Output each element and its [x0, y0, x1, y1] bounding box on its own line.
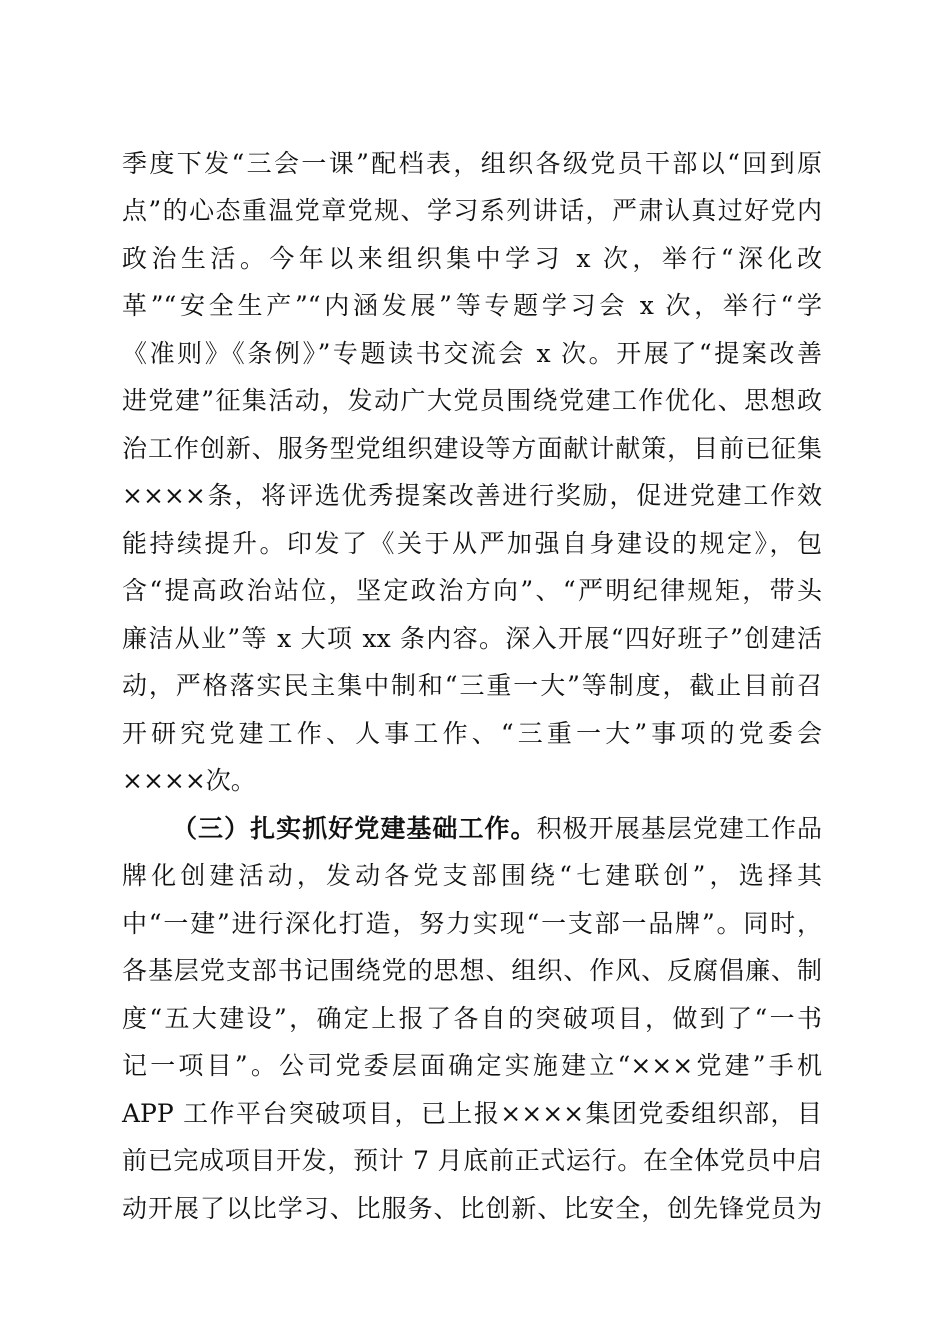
paragraph-line: 《准则》《条例》”专题读书交流会 x 次。开展了“提案改善 [122, 339, 822, 368]
paragraph-line: 政治生活。今年以来组织集中学习 x 次，举行“深化改 [122, 244, 822, 273]
paragraph-line: 中“一建”进行深化打造，努力实现“一支部一品牌”。同时， [122, 909, 822, 938]
paragraph-line: 牌化创建活动，发动各党支部围绕“七建联创”，选择其 [122, 861, 822, 890]
paragraph-line: ××××次。 [122, 766, 256, 795]
paragraph-line: APP 工作平台突破项目，已上报××××集团党委组织部，目 [122, 1099, 822, 1128]
paragraph-line: 廉洁从业”等 x 大项 xx 条内容。深入开展“四好班子”创建活 [122, 624, 822, 653]
paragraph-line: 含“提高政治站位，坚定政治方向”、“严明纪律规矩，带头 [122, 576, 822, 605]
paragraph-line: 进党建”征集活动，发动广大党员围绕党建工作优化、思想政 [122, 386, 822, 415]
paragraph-line: 治工作创新、服务型党组织建设等方面献计献策，目前已征集 [122, 434, 822, 463]
paragraph-line: 记一项目”。公司党委层面确定实施建立“×××党建”手机 [122, 1051, 822, 1080]
paragraph-line: 能持续提升。印发了《关于从严加强自身建设的规定》，包 [122, 529, 822, 558]
paragraph-line: 动开展了以比学习、比服务、比创新、比安全，创先锋党员为 [122, 1194, 822, 1223]
section-heading: （三）扎实抓好党建基础工作。 [172, 814, 537, 843]
section-first-line-text: 积极开展基层党建工作品 [536, 814, 822, 843]
paragraph-line: 各基层党支部书记围绕党的思想、组织、作风、反腐倡廉、制 [122, 956, 822, 985]
paragraph-line: 点”的心态重温党章党规、学习系列讲话，严肃认真过好党内 [122, 196, 822, 225]
paragraph-line: 季度下发“三会一课”配档表，组织各级党员干部以“回到原 [122, 149, 822, 178]
paragraph-line: 开研究党建工作、人事工作、“三重一大”事项的党委会 [122, 719, 822, 748]
section-first-line [172, 809, 822, 849]
paragraph-line: 革”“安全生产”“内涵发展”等专题学习会 x 次，举行“学 [122, 291, 822, 320]
paragraph-line: 前已完成项目开发，预计 7 月底前正式运行。在全体党员中启 [122, 1146, 822, 1175]
paragraph-line: 动，严格落实民主集中制和“三重一大”等制度，截止目前召 [122, 671, 822, 700]
paragraph-line: ××××条，将评选优秀提案改善进行奖励，促进党建工作效 [122, 481, 822, 510]
paragraph-line: 度“五大建设”，确定上报了各自的突破项目，做到了“一书 [122, 1004, 822, 1033]
